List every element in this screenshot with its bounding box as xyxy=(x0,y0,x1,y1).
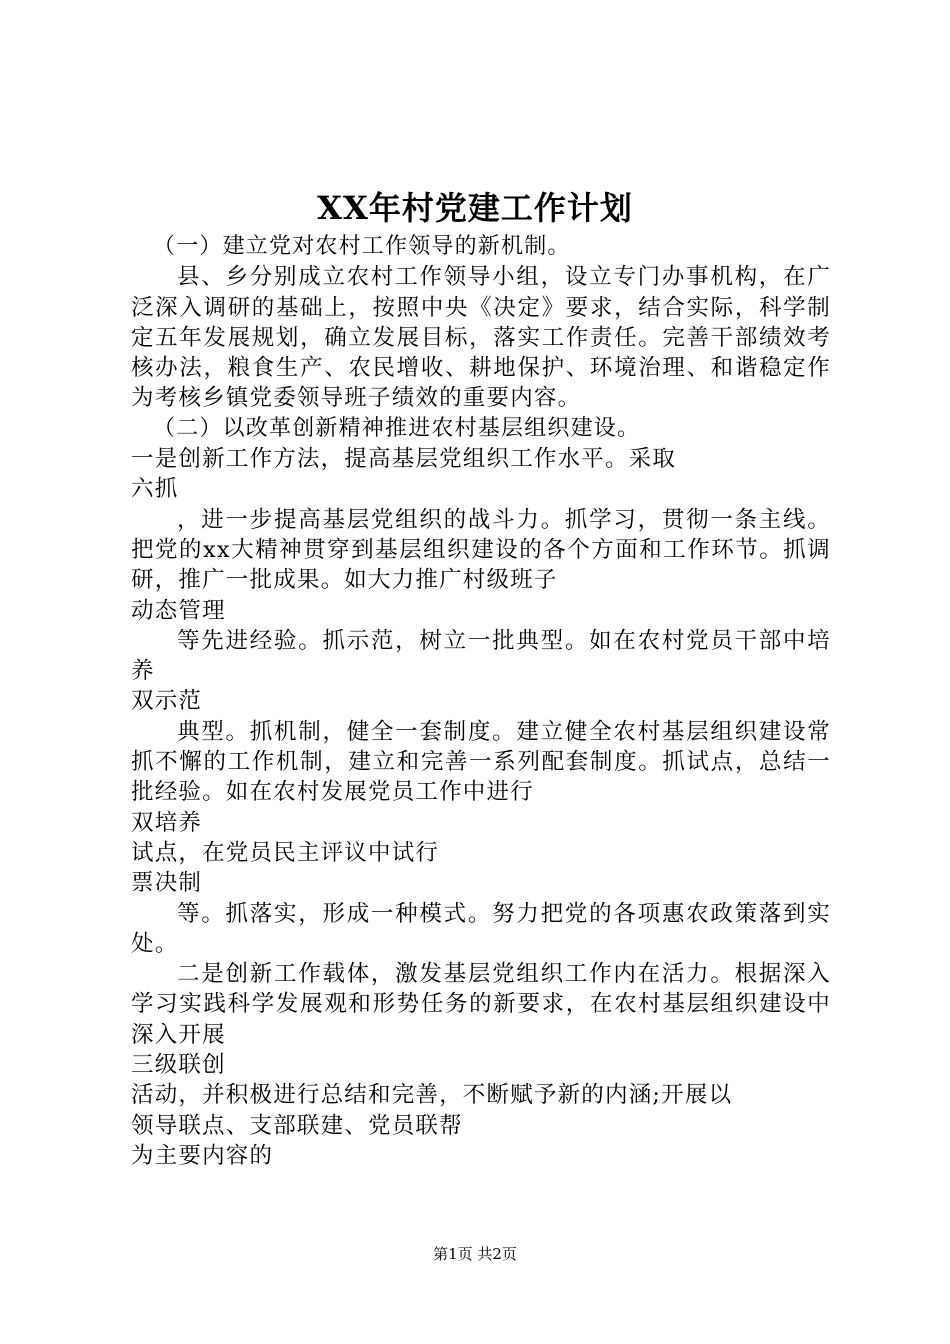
section-heading: （二）以改革创新精神推进农村基层组织建设。 xyxy=(153,415,641,441)
quoted-term: 票决制 xyxy=(131,870,203,897)
paragraph-fragment: 活动，并积极进行总结和完善，不断赋予新的内涵;开展以 xyxy=(131,1082,733,1109)
quoted-term: 三级联创 xyxy=(131,1052,226,1079)
document-body xyxy=(131,232,831,1171)
quoted-term: 双培养 xyxy=(131,809,203,836)
section-heading: （一）建立党对农村工作领导的新机制。 xyxy=(153,234,571,259)
paragraph-fragment: 试点，在党员民主评议中试行 xyxy=(131,839,440,866)
paragraph: 等。抓落实，形成一种模式。努力把党的各项惠农政策落到实处。 xyxy=(131,900,831,957)
quoted-term: 动态管理 xyxy=(131,597,226,624)
quoted-term: 双示范 xyxy=(131,688,203,715)
quoted-term: 六抓 xyxy=(131,476,179,503)
document-title: XX年村党建工作计划 xyxy=(317,189,633,227)
paragraph-fragment: 一是创新工作方法，提高基层党组织工作水平。采取 xyxy=(131,446,677,473)
paragraph-fragment: 为主要内容的 xyxy=(131,1142,274,1169)
paragraph: ，进一步提高基层党组织的战斗力。抓学习，贯彻一条主线。把党的xx大精神贯穿到基层组织建设的各个方面和工作环节。抓调研，推广一批成果。如大力推广村级班子 xyxy=(131,506,831,594)
paragraph: 典型。抓机制，健全一套制度。建立健全农村基层组织建设常抓不懈的工作机制，建立和完善一系列配套制度。抓试点，总结一批经验。如在农村发展党员工作中进行 xyxy=(131,718,831,806)
paragraph: 二是创新工作载体，激发基层党组织工作内在活力。根据深入学习实践科学发展观和形势任务的新要求，在农村基层组织建设中深入开展 xyxy=(131,961,831,1048)
page-footer: 第1页 共2页 xyxy=(433,1245,517,1263)
paragraph: 县、乡分别成立农村工作领导小组，设立专门办事机构，在广泛深入调研的基础上，按照中央《决定》要求，结合实际，科学制定五年发展规划，确立发展目标，落实工作责任。完善干部绩效考核办法，粮食生产、农民增收、耕地保护、环境治理、和谐稳定作为考核乡镇党委领导班子绩效的重要内容。 xyxy=(131,264,831,412)
paragraph: 等先进经验。抓示范，树立一批典型。如在农村党员干部中培养 xyxy=(131,627,831,685)
quoted-term: 领导联点、支部联建、党员联帮 xyxy=(131,1112,463,1139)
